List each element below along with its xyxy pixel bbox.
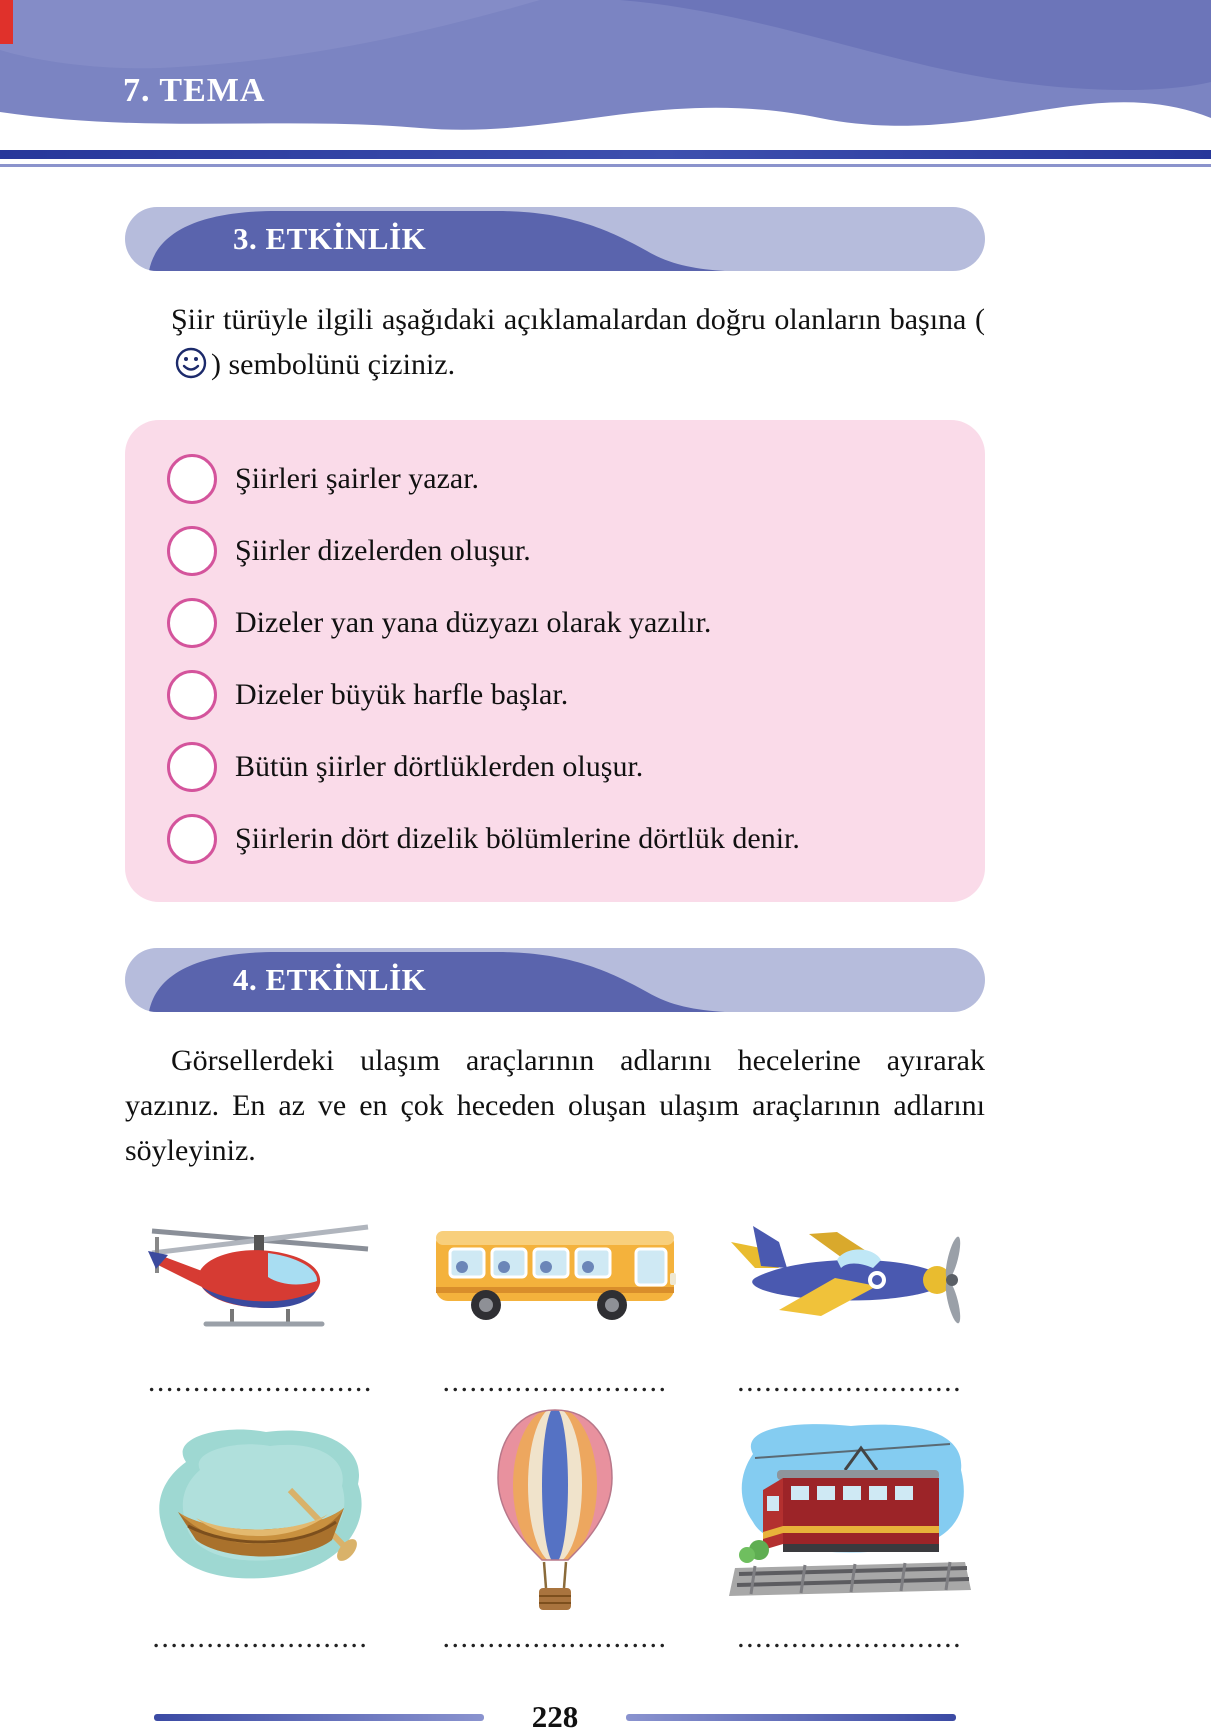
statement-row xyxy=(167,814,945,864)
statements-box xyxy=(125,420,985,902)
answer-line-bus[interactable]: ......................... xyxy=(442,1365,668,1398)
footer-rule-right xyxy=(626,1714,956,1721)
activity4-banner xyxy=(125,948,985,1012)
tema-title: 7. TEMA xyxy=(123,72,266,109)
smiley-face-icon xyxy=(127,345,209,394)
page-number: 228 xyxy=(531,1699,579,1734)
answer-circle-5[interactable] xyxy=(167,742,217,792)
answer-line-airplane[interactable]: ......................... xyxy=(737,1365,963,1398)
activity4-title: 4. ETKİNLİK xyxy=(233,962,427,997)
vehicle-cell-bus xyxy=(420,1199,691,1399)
answer-circle-2[interactable] xyxy=(167,526,217,576)
vehicle-grid xyxy=(125,1199,985,1655)
answer-circle-6[interactable] xyxy=(167,814,217,864)
activity4-instruction: Görsellerdeki ulaşım araçlarının adlarını hecelerine ayırarak yazınız. En az ve en çok heceden oluşan ulaşım araçlarının adlarını söyleyiniz. xyxy=(125,1044,985,1167)
page-content xyxy=(125,207,985,1735)
statement-text: Şiirler dizelerden oluşur. xyxy=(235,534,531,567)
header-rule-light xyxy=(0,164,1211,167)
statement-row xyxy=(167,598,945,648)
answer-circle-3[interactable] xyxy=(167,598,217,648)
airplane-icon xyxy=(725,1199,975,1349)
banner-wave-graphic xyxy=(125,948,745,1012)
statement-text: Dizeler büyük harfle başlar. xyxy=(235,678,569,711)
answer-circle-4[interactable] xyxy=(167,670,217,720)
statement-row xyxy=(167,526,945,576)
bus-icon xyxy=(430,1199,680,1349)
statement-text: Şiirleri şairler yazar. xyxy=(235,462,480,495)
activity3-banner xyxy=(125,207,985,271)
vehicle-cell-boat xyxy=(125,1415,396,1655)
banner-wave-graphic xyxy=(125,207,745,271)
answer-line-train[interactable]: ......................... xyxy=(737,1621,963,1654)
answer-line-boat[interactable]: ........................ xyxy=(152,1621,369,1654)
answer-line-helicopter[interactable]: ......................... xyxy=(147,1365,373,1398)
activity3-title: 3. ETKİNLİK xyxy=(233,221,427,256)
statement-row xyxy=(167,742,945,792)
vehicle-cell-helicopter xyxy=(125,1199,396,1399)
answer-line-balloon[interactable]: ......................... xyxy=(442,1621,668,1654)
hot-air-balloon-icon xyxy=(480,1415,630,1605)
statement-text: Bütün şiirler dörtlüklerden oluşur. xyxy=(235,750,644,783)
vehicle-cell-airplane xyxy=(714,1199,985,1399)
vehicle-cell-train xyxy=(714,1415,985,1655)
helicopter-icon xyxy=(140,1199,380,1349)
statement-row xyxy=(167,670,945,720)
activity3-instruction-part1: Şiir türüyle ilgili aşağıdaki açıklamalardan doğru olanların başına ( xyxy=(171,303,985,336)
footer-rule-left xyxy=(154,1714,484,1721)
statement-text: Şiirlerin dört dizelik bölümlerine dörtlük denir. xyxy=(235,822,800,855)
statement-text: Dizeler yan yana düzyazı olarak yazılır. xyxy=(235,606,712,639)
page-footer xyxy=(125,1699,985,1735)
statement-row xyxy=(167,454,945,504)
activity3-instruction-part2: ) sembolünü çiziniz. xyxy=(211,348,456,381)
vehicle-cell-balloon xyxy=(420,1415,691,1655)
train-icon xyxy=(725,1415,975,1605)
answer-circle-1[interactable] xyxy=(167,454,217,504)
red-corner-mark xyxy=(0,0,13,44)
page-header xyxy=(0,0,1211,150)
header-rule-dark xyxy=(0,150,1211,159)
activity3-instruction xyxy=(125,297,985,394)
boat-icon xyxy=(140,1415,380,1605)
